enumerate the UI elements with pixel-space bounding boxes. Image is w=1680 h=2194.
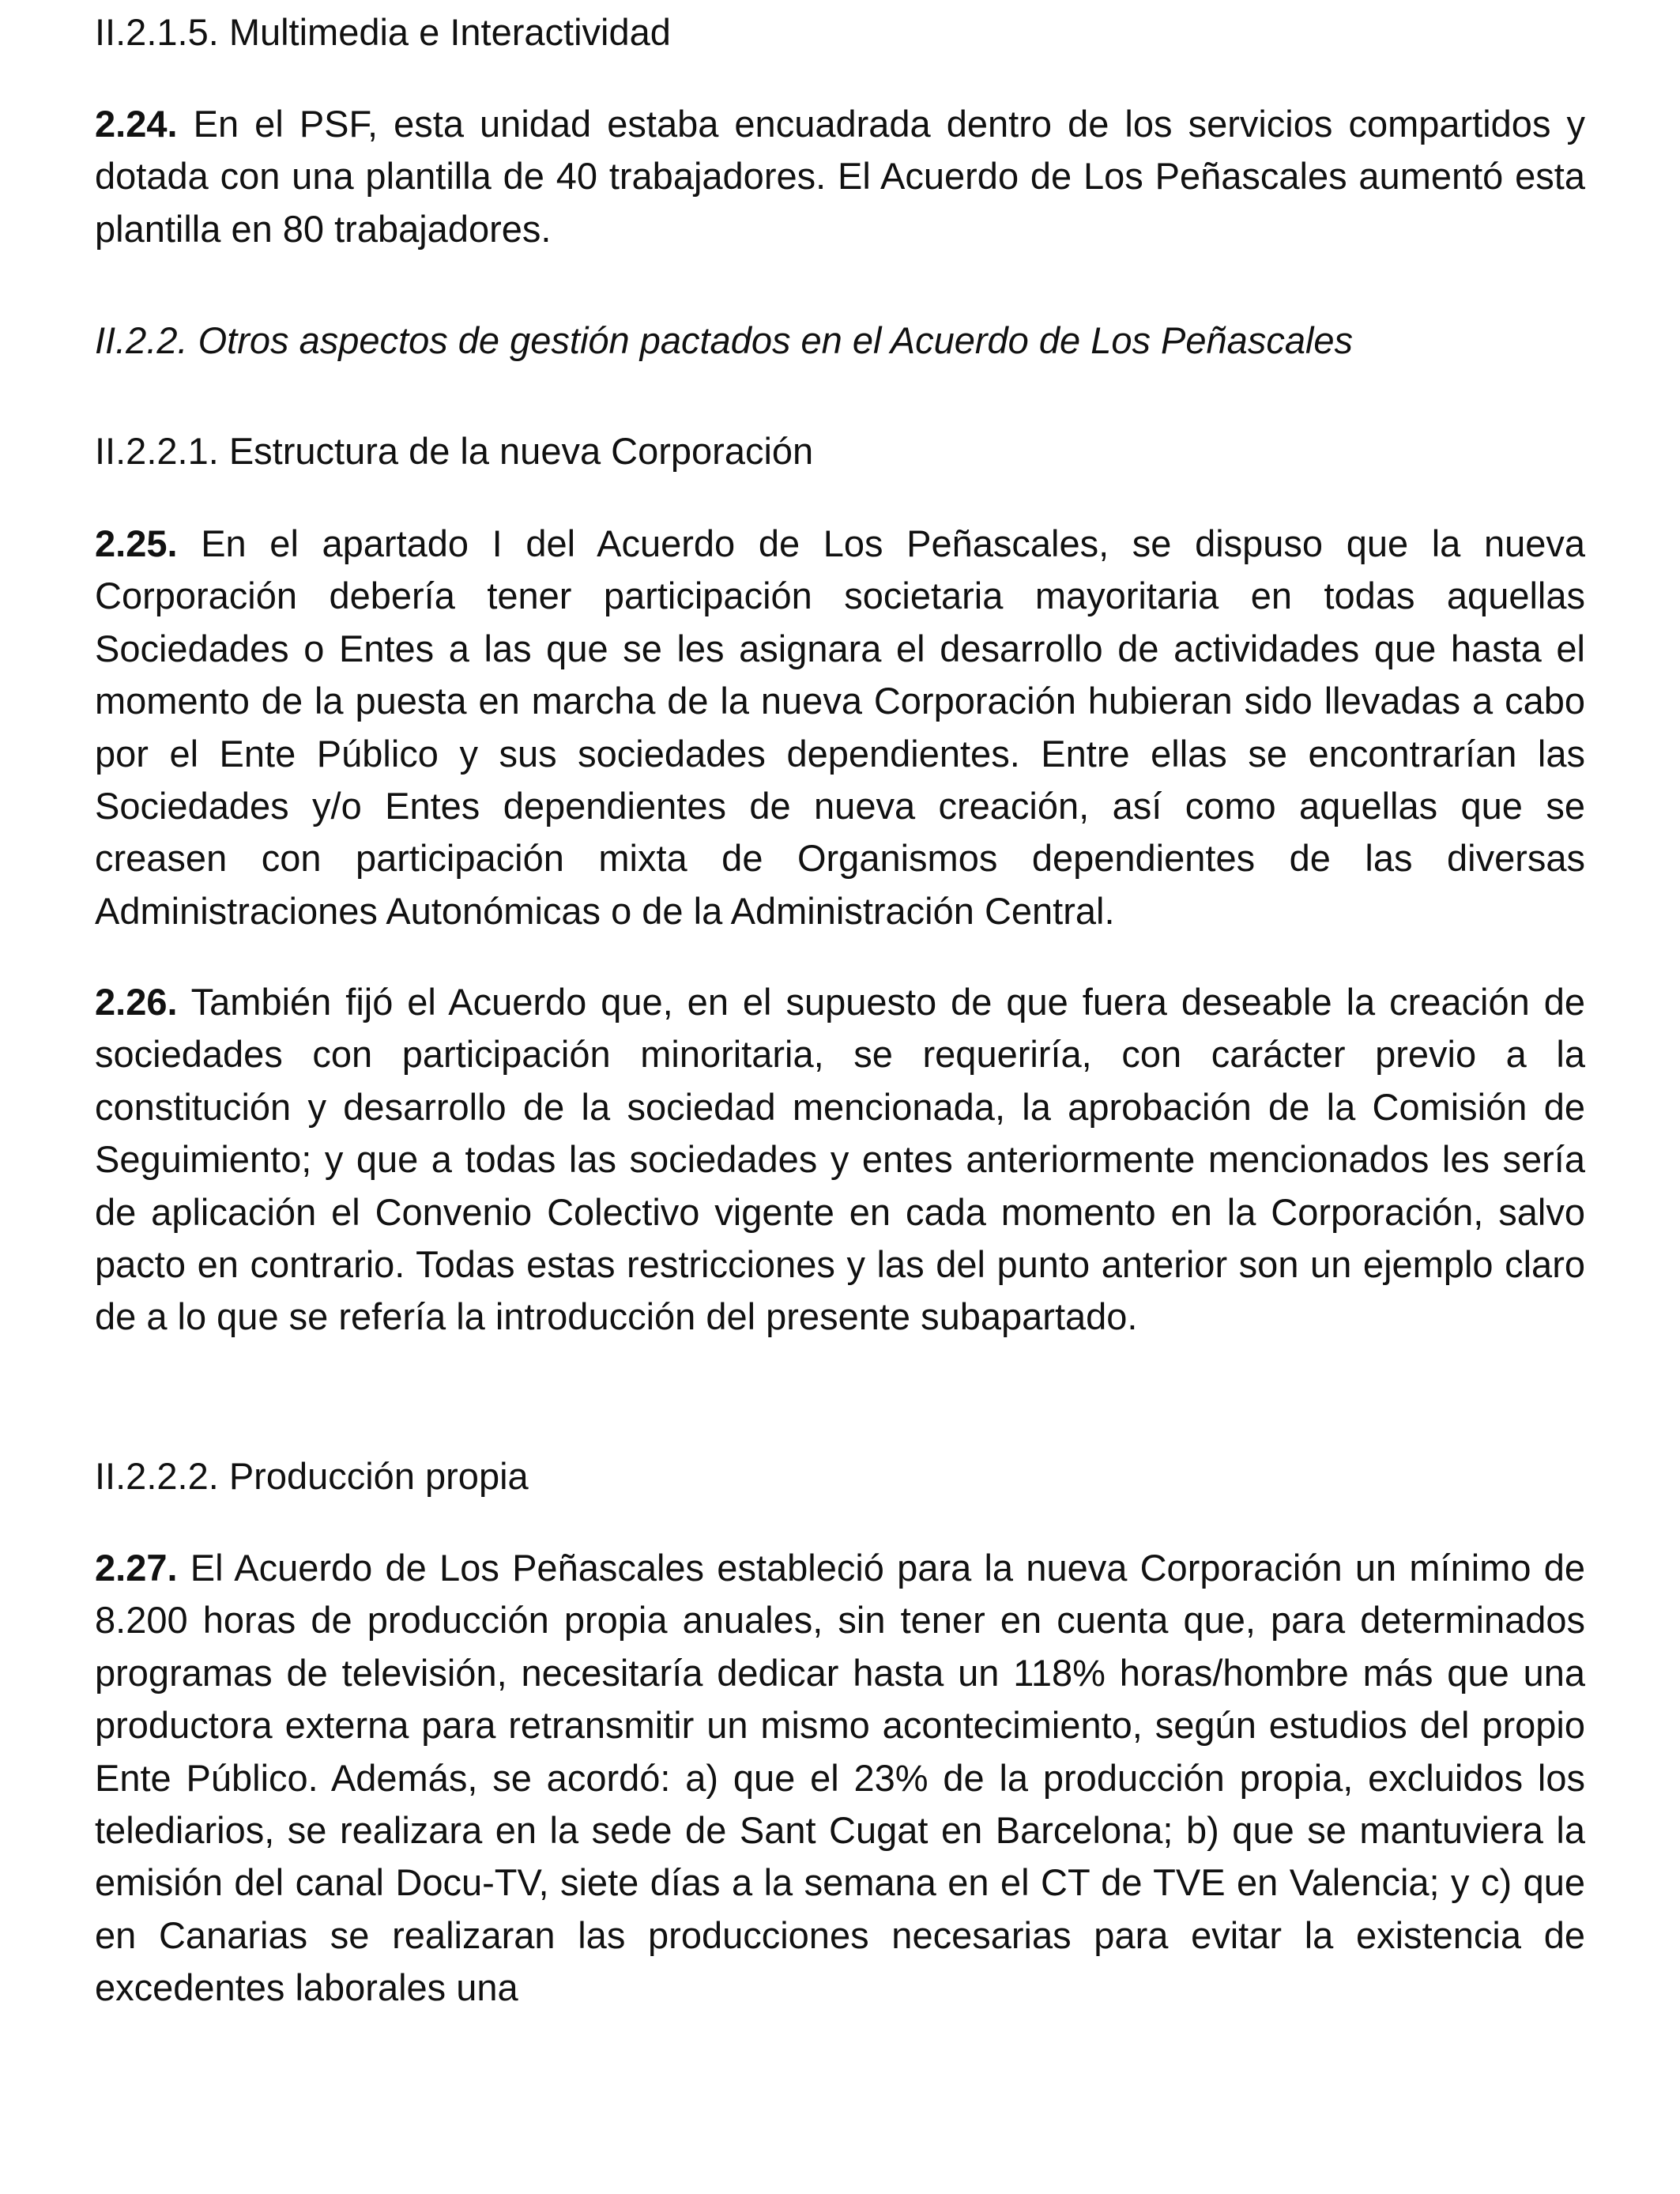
paragraph-number: 2.27. [95, 1547, 178, 1589]
paragraph-2-24 [95, 98, 1585, 255]
paragraph-text: En el PSF, esta unidad estaba encuadrada dentro de los servicios compartidos y dotada con una plantilla de 40 trabajadores. El Acuerdo de Los Peñascales aumentó esta plantilla en 80 trabajadores. [95, 103, 1586, 250]
section-heading-otros-aspectos: II.2.2. Otros aspectos de gestión pactados en el Acuerdo de Los Peñascales [95, 319, 1354, 361]
paragraph-2-26 [95, 976, 1585, 1344]
paragraph-number: 2.26. [95, 981, 178, 1023]
paragraph-number: 2.24. [95, 103, 178, 145]
paragraph-2-27 [95, 1542, 1585, 2015]
paragraph-text: El Acuerdo de Los Peñascales estableció para la nueva Corporación un mínimo de 8.200 horas de producción propia anuales, sin tener en cuenta que, para determinados programas de televisión, necesitaría dedicar hasta un 118% horas/hombre más que una productora externa para retransmitir un mismo acontecimiento, según estudios del propio Ente Público. Además, se acordó: a) que el 23% de la producción propia, excluidos los telediarios, se realizara en la sede de Sant Cugat en Barcelona; b) que se mantuviera la emisión del canal Docu-TV, siete días a la semana en el CT de TVE en Valencia; y c) que en Canarias se realizaran las producciones necesarias para evitar la existencia de excedentes laborales una [95, 1547, 1586, 2009]
paragraph-2-25 [95, 518, 1585, 937]
paragraph-number: 2.25. [95, 522, 178, 564]
paragraph-text: En el apartado I del Acuerdo de Los Peñascales, se dispuso que la nueva Corporación debería tener participación societaria mayoritaria en todas aquellas Sociedades o Entes a las que se les asignara el desarrollo de actividades que hasta el momento de la puesta en marcha de la nueva Corporación hubieran sido llevadas a cabo por el Ente Público y sus sociedades dependientes. Entre ellas se encontrarían las Sociedades y/o Entes dependientes de nueva creación, así como aquellas que se creasen con participación mixta de Organismos dependientes de las diversas Administraciones Autonómicas o de la Administración Central. [95, 522, 1586, 932]
section-heading-estructura: II.2.2.1. Estructura de la nueva Corporación [95, 430, 814, 472]
paragraph-text: También fijó el Acuerdo que, en el supuesto de que fuera deseable la creación de sociedades con participación minoritaria, se requeriría, con carácter previo a la constitución y desarrollo de la sociedad mencionada, la aprobación de la Comisión de Seguimiento; y que a todas las sociedades y entes anteriormente mencionados les sería de aplicación el Convenio Colectivo vigente en cada momento en la Corporación, salvo pacto en contrario. Todas estas restricciones y las del punto anterior son un ejemplo claro de a lo que se refería la introducción del presente subapartado. [95, 981, 1585, 1338]
section-heading-multimedia: II.2.1.5. Multimedia e Interactividad [95, 11, 671, 53]
section-heading-produccion: II.2.2.2. Producción propia [95, 1455, 529, 1497]
